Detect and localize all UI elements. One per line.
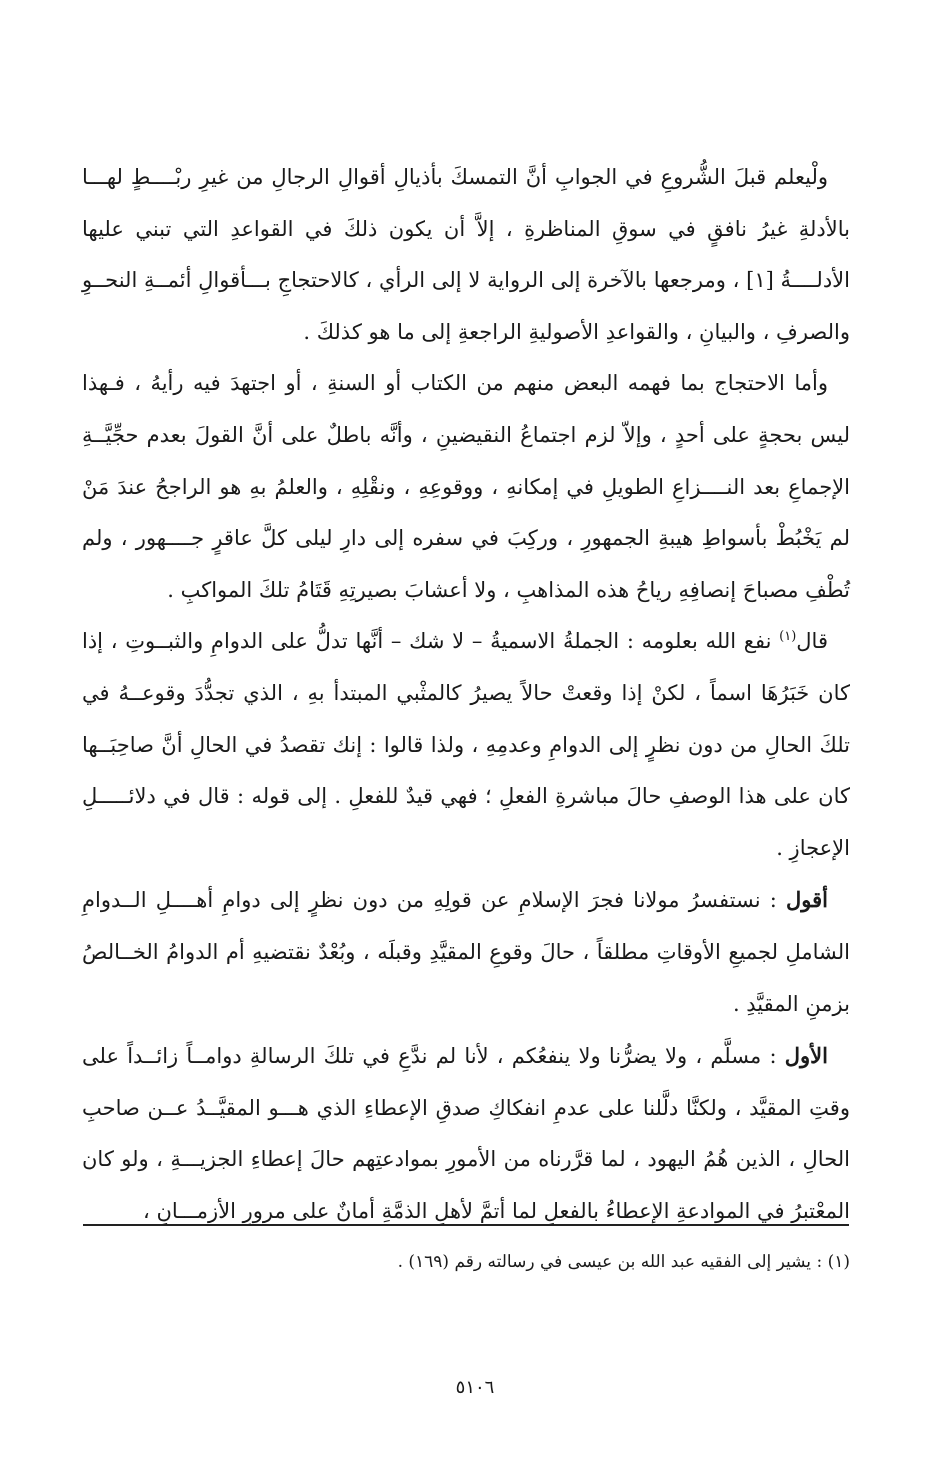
paragraph-3 bbox=[82, 616, 850, 874]
footnote-divider bbox=[83, 1224, 849, 1226]
paragraph-1-text: ولْيعلم قبلَ الشُّروعِ في الجوابِ أنَّ التمسكَ بأذيالِ أقوالِ الرجالِ من غيرِ ربْــــطٍ لهـــا بالأدلةِ غيرُ نافقٍ في سوقِ المناظرةِ ، إلاَّ أن يكون ذلكَ في القواعدِ التي تبني عليها الأدلــــةُ [١] ، ومرجعها بالآخرة إلى الرواية لا إلى الرأي ، كالاحتجاجِ بـــأقوالِ أئمــةِ النحــوِ والصرفِ ، والبيانِ ، والقواعدِ الأصوليةِ الراجعةِ إلى ما هو كذلكَ . bbox=[82, 165, 850, 344]
page-number: ٥١٠٦ bbox=[455, 1377, 495, 1398]
paragraph-4-lead-word: أقول bbox=[786, 887, 828, 913]
paragraph-4-text: : نستفسرُ مولانا فجرَ الإسلامِ عن قولِهِ من دون نظرٍ إلى دوامِ أهــــلِ الــدوامِ الشاملِ لجميعِ الأوقاتِ مطلقاً ، حالَ وقوعِ المقيَّدِ وقبلَه ، وبُعْدٌ نقتضيهِ أم الدوامُ الخــالصُ بزمنِ المقيَّدِ . bbox=[82, 888, 850, 1016]
footnote-text: (١) : يشير إلى الفقيه عبد الله بن عيسى في رسالته رقم (١٦٩) . bbox=[397, 1252, 850, 1272]
paragraph-1 bbox=[82, 152, 850, 358]
paragraph-5-text: : مسلَّم ، ولا يضرُّنا ولا ينفعُكم ، لأنا لم ندَّعِ في تلكَ الرسالةِ دوامــاً زائــداً على وقتِ المقيَّد ، ولكنَّا دلَّلنا على عدمِ انفكاكِ صدقِ الإعطاءِ الذي هـــو المقيَّــدُ عــن صاحبِ الحالِ ، الذين هُمُ اليهود ، لما قرَّرناه من الأمورِ بموادعتِهم حالَ إعطاءِ الجزيـــةِ ، ولو كان المعْتبرُ في الموادعةِ الإعطاءُ بالفعلِ لما أتمَّ لأهلِ الذمَّةِ أمانٌ على مرورِ الأزمـــانِ ، bbox=[82, 1044, 850, 1223]
main-text bbox=[82, 152, 850, 1237]
paragraph-3-opening: قال bbox=[796, 629, 828, 654]
paragraph-5 bbox=[82, 1030, 850, 1237]
paragraph-4 bbox=[82, 874, 850, 1030]
paragraph-5-lead-word: الأول bbox=[784, 1043, 828, 1069]
footnote bbox=[82, 1248, 850, 1276]
paragraph-3-text: نفع الله بعلومه : الجملةُ الاسميةُ – لا شك – أنَّها تدلُّ على الدوامِ والثبــوتِ ، إذا كان خَبَرُهَا اسماً ، لكنْ إذا وقعتْ حالاً يصيرُ كالمثْبي المبتدأ بهِ ، الذي تجدُّدَ وقوعــهُ في تلكَ الحالِ من دون نظرٍ إلى الدوامِ وعدمِهِ ، ولذا قالوا : إنك تقصدُ في الحالِ أنَّ صاحِبَــها كان على هذا الوصفِ حالَ مباشرةِ الفعلِ ؛ فهي قيدٌ للفعلِ . إلى قوله : قال في دلائـــــلِ الإعجازِ . bbox=[82, 629, 850, 860]
footnote-reference-mark[interactable]: (١) bbox=[779, 629, 797, 645]
paragraph-2-text: وأما الاحتجاج بما فهمه البعض منهم من الكتاب أو السنةِ ، أو اجتهدَ فيه رأيهُ ، فـهذا ليس بحجةٍ على أحدٍ ، وإلاّ لزم اجتماعُ النقيضينِ ، وأنَّه باطلٌ على أنَّ القولَ بعدم حجِّيَّــةِ الإجماعِ بعد النــــزاعِ الطويلِ في إمكانهِ ، ووقوعِهِ ، ونقْلِهِ ، والعلمُ بهِ هو الراجحُ عندَ مَنْ لم يَخْبُطْ بأسواطِ هيبةِ الجمهورِ ، وركِبَ في سفره إلى دارِ ليلى كلَّ عاقرٍ جــــهور ، ولم تُطْفِ مصباحَ إنصافِهِ رياحُ هذه المذاهبِ ، ولا أعشابَ بصيرتِهِ قَتَامُ تلكَ المواكبِ . bbox=[82, 371, 850, 602]
paragraph-2 bbox=[82, 358, 850, 616]
